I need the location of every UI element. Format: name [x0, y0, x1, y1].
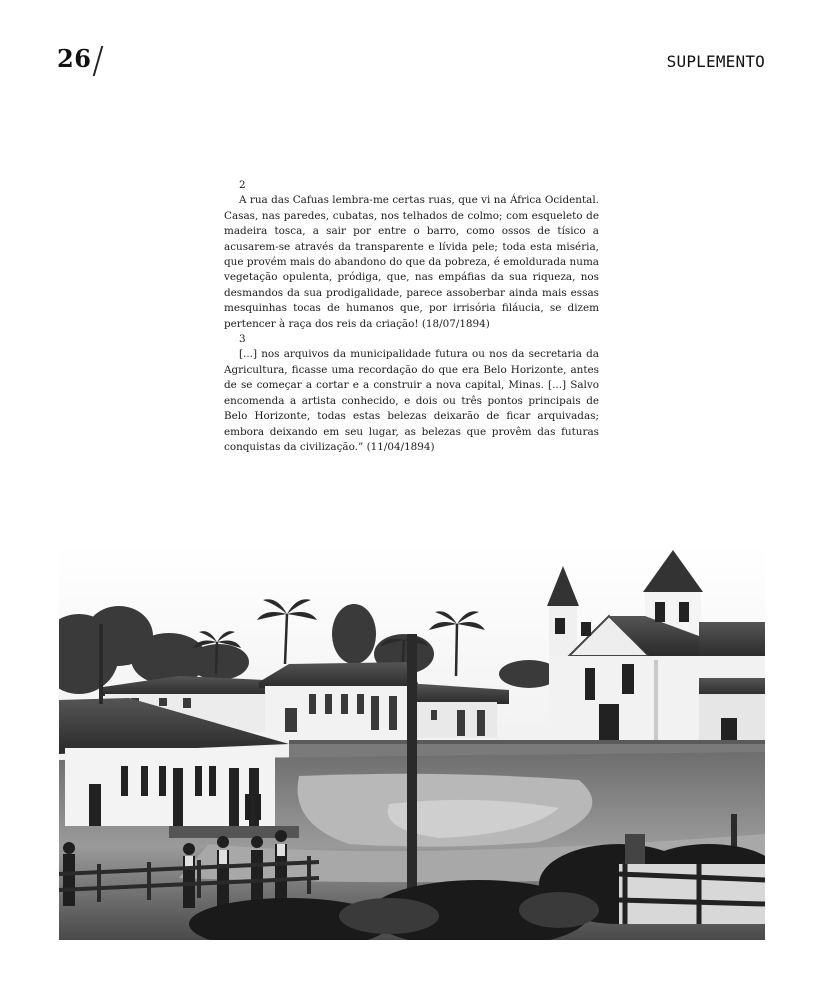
note-text: [...] nos arquivos da municipalidade futura ou nos da secretaria da Agricultura, ficasse uma recordação do que era Belo Horizonte, antes de se começar a cortar e a construir a nova capital, Minas. [...] Salvo encomenda a artista conhecido, e dois ou três pontos principais de Belo Horizonte, todas estas belezas deixarão de ficar arquivadas; embora deixando em seu lugar, as belezas que provêm das futuras conquistas da civilização.” (11/04/1894)	[224, 348, 599, 453]
section-label: SUPLEMENTO	[666, 52, 765, 71]
note-text: A rua das Cafuas lembra-me certas ruas, que vi na África Ocidental. Casas, nas paredes, cubatas, nos telhados de colmo; com esqueleto de madeira tosca, a sair por entre o barro, como ossos de tísico a acusarem-se através da transparente e lívida pele; toda esta miséria, que provém mais do abandono do que da pobreza, é emoldurada numa vegetação opulenta, pródiga, que, nas empáfias da sua riqueza, nos desmandos da sua prodigalidade, parece assoberbar ainda mais essas mesquinhas tocas de humanos que, por irrisória filáucia, se dizem pertencer à raça dos reis da criação! (18/07/1894)	[224, 194, 599, 330]
photo-illustration	[59, 544, 765, 940]
historic-photograph	[59, 544, 765, 940]
page-number: 26	[57, 44, 92, 73]
note-number: 2	[239, 179, 246, 191]
note-number: 3	[239, 333, 246, 346]
footnotes	[224, 178, 599, 455]
page-number-divider	[93, 46, 104, 76]
